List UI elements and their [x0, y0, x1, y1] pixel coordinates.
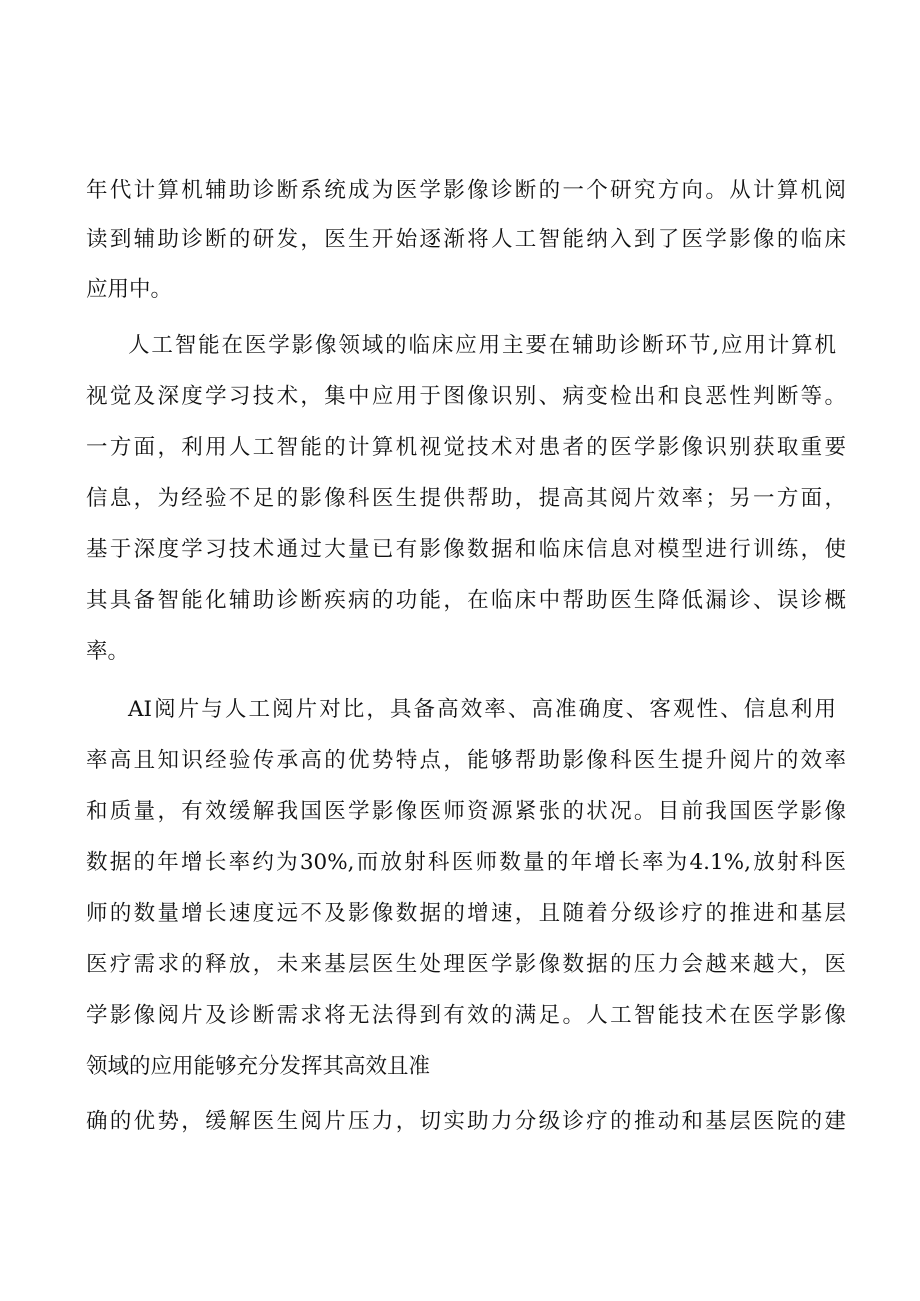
- text-line: 确的优势，缓解医生阅片压力，切实助力分级诊疗的推动和基层医院的建: [86, 1109, 846, 1134]
- text-line: 人工智能在医学影像领域的临床应用主要在辅助诊断环节,应用计算机: [128, 333, 836, 358]
- text-line: 学影像阅片及诊断需求将无法得到有效的满足。人工智能技术在医学影像: [86, 1003, 846, 1028]
- text-line: 一方面，利用人工智能的计算机视觉技术对患者的医学影像识别获取重要: [86, 435, 846, 460]
- text-line: 数据的年增长率约为30%,而放射科医师数量的年增长率为4.1%,放射科医: [86, 850, 846, 875]
- text-line: 率。: [86, 639, 130, 664]
- text-line: AI阅片与人工阅片对比，具备高效率、高准确度、客观性、信息利用: [128, 697, 836, 722]
- text-line: 读到辅助诊断的研发，医生开始逐渐将人工智能纳入到了医学影像的临床: [86, 227, 846, 252]
- text-line: 率高且知识经验传承高的优势特点，能够帮助影像科医生提升阅片的效率: [86, 748, 846, 773]
- text-line: 和质量，有效缓解我国医学影像医师资源紧张的状况。目前我国医学影像: [86, 799, 846, 824]
- text-line: 领域的应用能够充分发挥其高效且准: [86, 1054, 431, 1079]
- text-line: 视觉及深度学习技术，集中应用于图像识别、病变检出和良恶性判断等。: [86, 384, 846, 409]
- text-line: 其具备智能化辅助诊断疾病的功能，在临床中帮助医生降低漏诊、误诊概: [86, 588, 846, 613]
- text-line: 医疗需求的释放，未来基层医生处理医学影像数据的压力会越来越大，医: [86, 952, 846, 977]
- text-line: 师的数量增长速度远不及影像数据的增速，且随着分级诊疗的推进和基层: [86, 901, 846, 926]
- text-line: 应用中。: [86, 277, 173, 302]
- text-line: 年代计算机辅助诊断系统成为医学影像诊断的一个研究方向。从计算机阅: [86, 178, 846, 203]
- text-line: 基于深度学习技术通过大量已有影像数据和临床信息对模型进行训练，使: [86, 537, 846, 562]
- text-line: 信息，为经验不足的影像科医生提供帮助，提高其阅片效率；另一方面，: [86, 486, 846, 511]
